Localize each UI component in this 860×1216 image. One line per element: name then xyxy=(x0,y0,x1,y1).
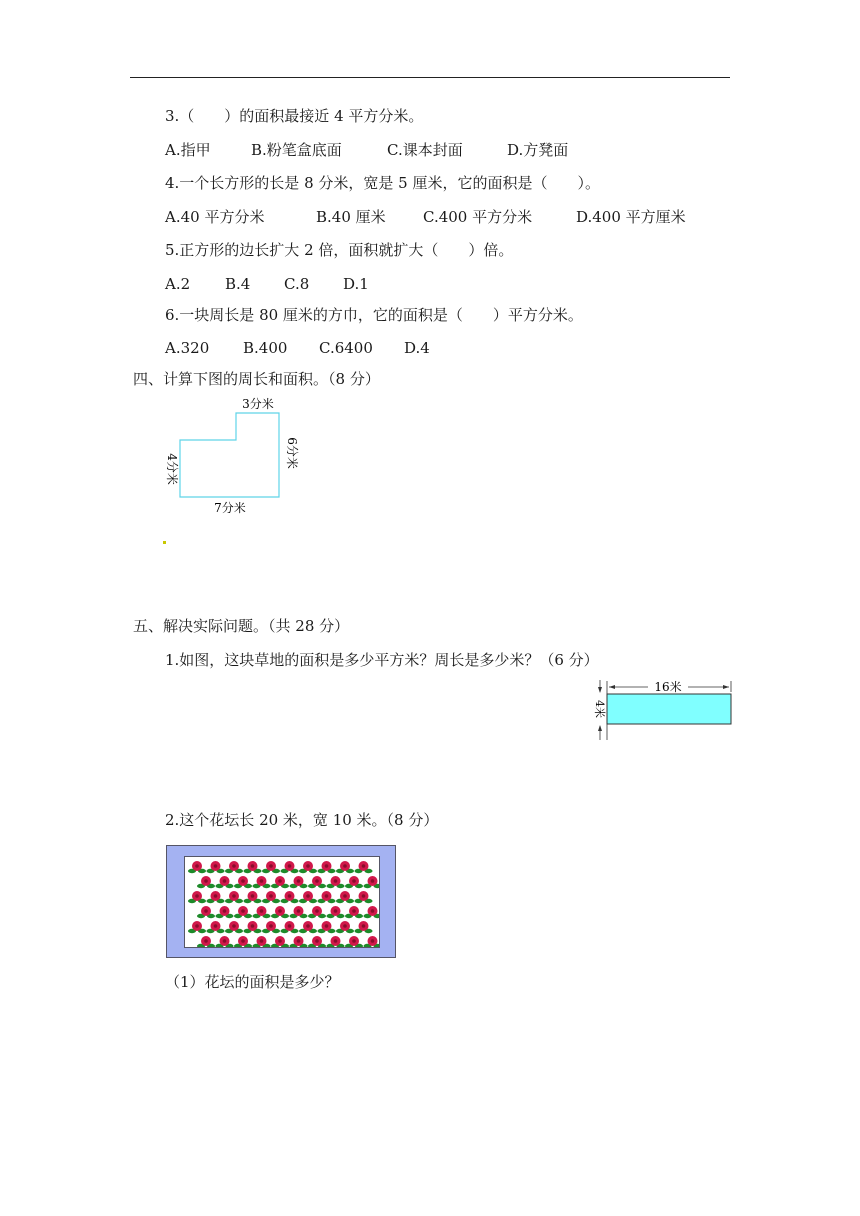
flower xyxy=(281,891,299,903)
q5-option-a: A.2 xyxy=(165,275,191,293)
flower xyxy=(308,936,326,948)
flower xyxy=(308,876,326,888)
flower xyxy=(355,921,373,933)
flower xyxy=(262,861,280,873)
flower xyxy=(197,906,215,918)
flower xyxy=(271,906,289,918)
flower xyxy=(336,921,354,933)
header-rule xyxy=(130,77,730,78)
q5-option-d: D.1 xyxy=(343,275,369,293)
flower xyxy=(290,936,308,948)
q3-option-c: C.课本封面 xyxy=(387,141,463,159)
flower xyxy=(207,861,225,873)
q3-option-b: B.粉笔盒底面 xyxy=(251,141,342,159)
flower xyxy=(345,876,363,888)
q6-option-b: B.400 xyxy=(243,339,288,357)
l-shape-figure xyxy=(160,395,310,520)
flower xyxy=(364,906,381,918)
flower xyxy=(345,906,363,918)
section4-title: 四、计算下图的周长和面积。（8 分） xyxy=(133,370,380,388)
flower xyxy=(271,936,289,948)
q4-option-c: C.400 平方分米 xyxy=(423,208,533,226)
flower xyxy=(318,891,336,903)
q6-option-a: A.320 xyxy=(165,339,210,357)
flower xyxy=(299,921,317,933)
flower xyxy=(290,906,308,918)
q3-option-a: A.指甲 xyxy=(165,141,211,159)
flower xyxy=(327,876,345,888)
flower xyxy=(244,921,262,933)
flower xyxy=(299,861,317,873)
flower xyxy=(216,876,234,888)
flower xyxy=(253,876,271,888)
q3-stem: 3.（ ）的面积最接近 4 平方分米。 xyxy=(165,107,424,125)
label-left: 4分米 xyxy=(165,453,179,485)
grass-field-rect xyxy=(607,694,731,724)
q4-stem: 4.一个长方形的长是 8 分米，宽是 5 厘米，它的面积是（ ）。 xyxy=(165,174,600,192)
flower xyxy=(262,921,280,933)
flower xyxy=(308,906,326,918)
width-label: 4米 xyxy=(593,700,606,718)
flower xyxy=(299,891,317,903)
q6-stem: 6.一块周长是 80 厘米的方巾，它的面积是（ ）平方分米。 xyxy=(165,306,583,324)
flower xyxy=(327,936,345,948)
flower xyxy=(188,891,206,903)
flower xyxy=(197,936,215,948)
flower xyxy=(225,921,243,933)
label-right: 6分米 xyxy=(285,437,299,469)
flower xyxy=(336,891,354,903)
section5-title: 五、解决实际问题。（共 28 分） xyxy=(133,617,350,635)
problem1-text: 1.如图，这块草地的面积是多少平方米？周长是多少米？（6 分） xyxy=(165,651,599,669)
flower xyxy=(207,891,225,903)
length-label: 16米 xyxy=(654,680,682,694)
flower xyxy=(197,876,215,888)
flower xyxy=(244,861,262,873)
flower xyxy=(281,861,299,873)
flower xyxy=(234,876,252,888)
flower xyxy=(253,906,271,918)
flower xyxy=(345,936,363,948)
stray-mark xyxy=(163,541,166,544)
flower xyxy=(216,936,234,948)
flower xyxy=(355,861,373,873)
flower-bed-frame xyxy=(166,845,396,958)
label-bottom: 7分米 xyxy=(214,501,246,515)
flower xyxy=(225,861,243,873)
flower xyxy=(234,906,252,918)
flower xyxy=(355,891,373,903)
flower xyxy=(281,921,299,933)
l-shape-outline xyxy=(180,413,279,497)
flower xyxy=(234,936,252,948)
q4-option-d: D.400 平方厘米 xyxy=(576,208,686,226)
flower xyxy=(253,936,271,948)
label-top: 3分米 xyxy=(242,397,274,411)
q3-option-d: D.方凳面 xyxy=(507,141,569,159)
problem2-sub1: （1）花坛的面积是多少？ xyxy=(165,973,340,991)
q5-option-b: B.4 xyxy=(225,275,251,293)
q6-option-c: C.6400 xyxy=(319,339,373,357)
grass-field-figure xyxy=(590,678,735,744)
flower xyxy=(327,906,345,918)
flower xyxy=(216,906,234,918)
q5-option-c: C.8 xyxy=(284,275,310,293)
flower xyxy=(318,861,336,873)
flower xyxy=(364,876,381,888)
flowers-pattern xyxy=(185,857,380,948)
problem2-text: 2.这个花坛长 20 米，宽 10 米。（8 分） xyxy=(165,811,439,829)
flower xyxy=(318,921,336,933)
q4-option-a: A.40 平方分米 xyxy=(165,208,265,226)
flower-bed xyxy=(184,856,380,948)
flower xyxy=(188,921,206,933)
q6-option-d: D.4 xyxy=(404,339,430,357)
flower xyxy=(188,861,206,873)
flower xyxy=(244,891,262,903)
flower xyxy=(290,876,308,888)
q4-option-b: B.40 厘米 xyxy=(316,208,386,226)
flower xyxy=(225,891,243,903)
flower xyxy=(271,876,289,888)
q5-stem: 5.正方形的边长扩大 2 倍，面积就扩大（ ）倍。 xyxy=(165,241,514,259)
flower xyxy=(207,921,225,933)
flower xyxy=(262,891,280,903)
flower xyxy=(336,861,354,873)
flower xyxy=(364,936,381,948)
